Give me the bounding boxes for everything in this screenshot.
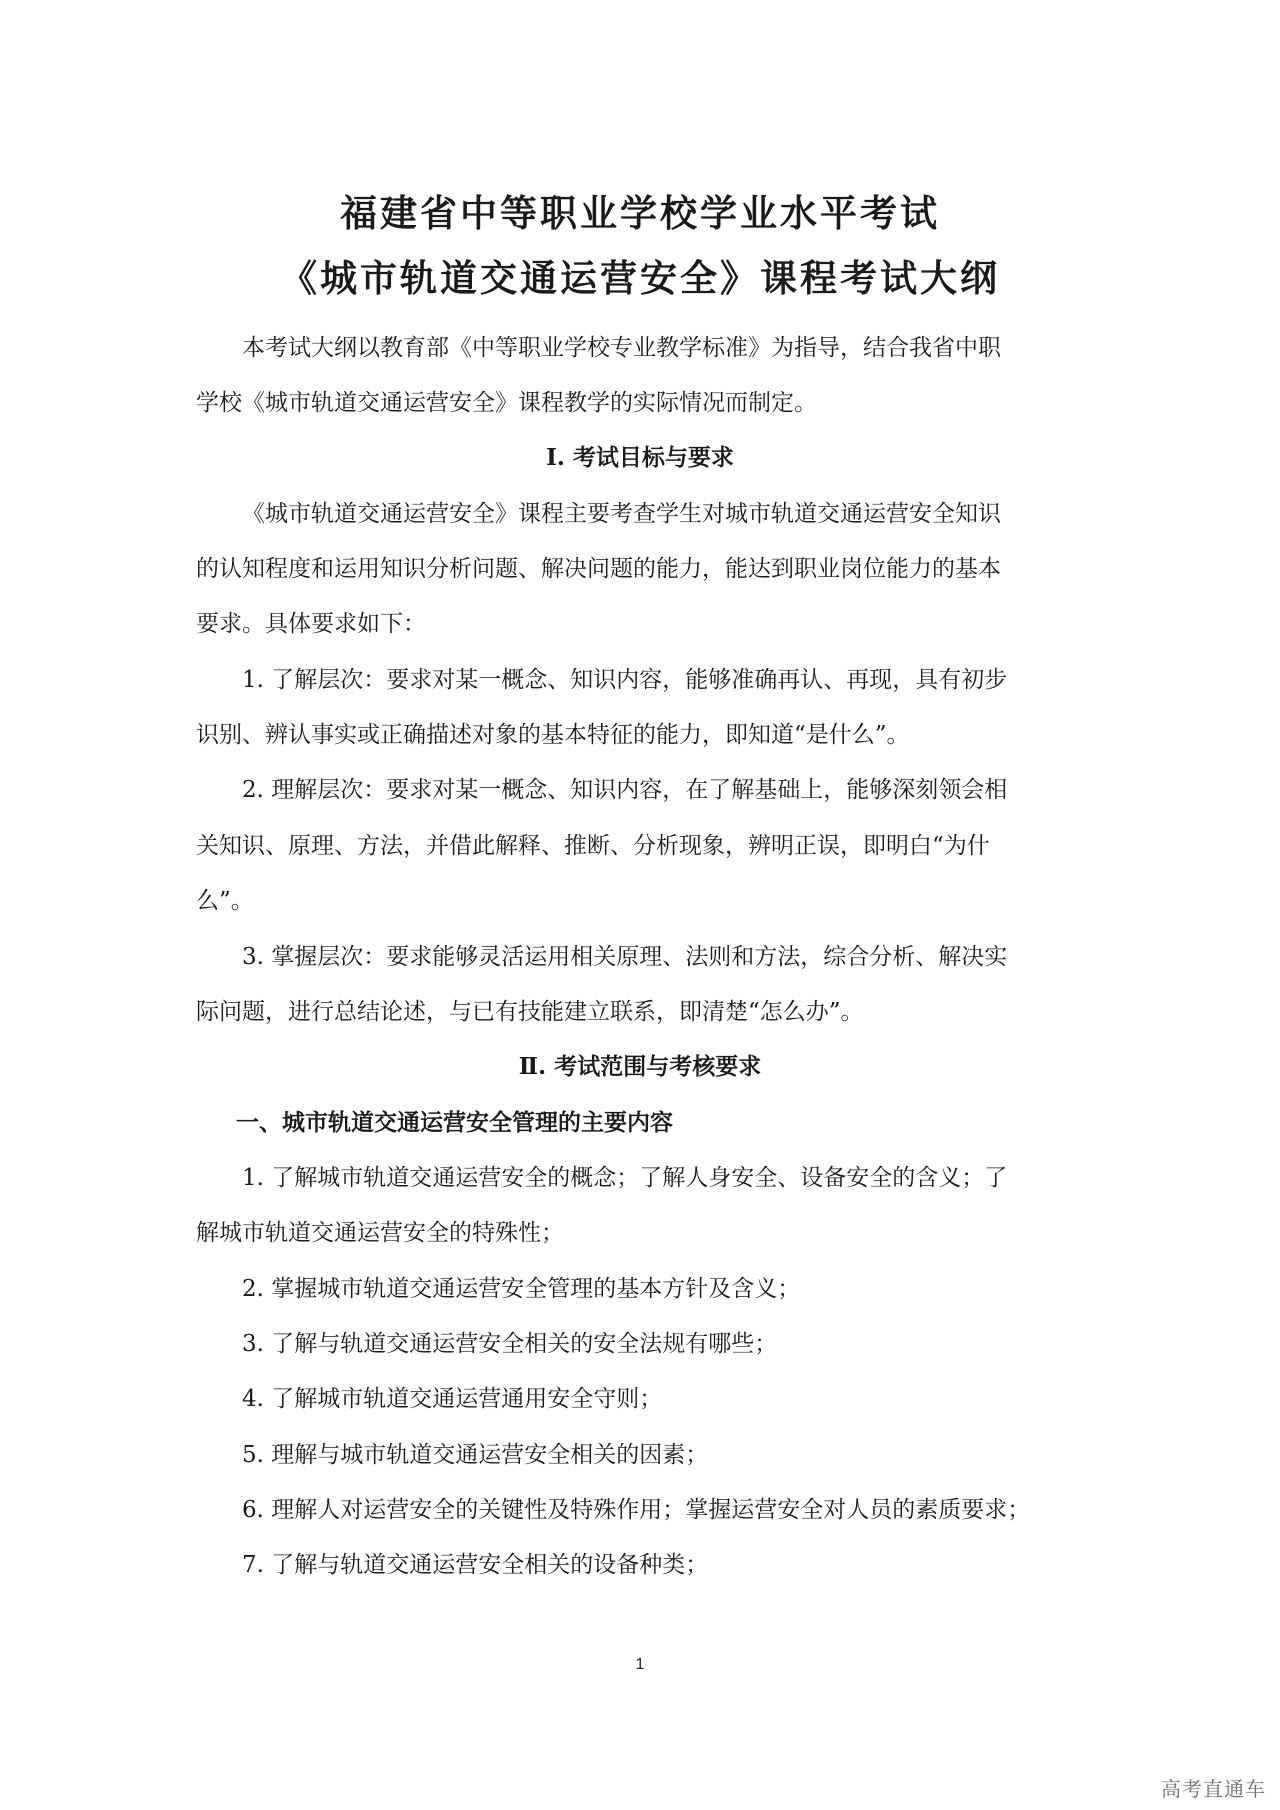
sub1-item1-line1: 1. 了解城市轨道交通运营安全的概念；了解人身安全、设备安全的含义；了: [242, 1165, 1008, 1191]
sub1-item4: 4. 了解城市轨道交通运营通用安全守则；: [242, 1386, 663, 1412]
level-master-line2: 际问题，进行总结论述，与已有技能建立联系，即清楚“怎么办”。: [196, 999, 864, 1025]
sub1-item2: 2. 掌握城市轨道交通运营安全管理的基本方针及含义；: [242, 1276, 801, 1302]
sub1-item6: 6. 理解人对运营安全的关键性及特殊作用；掌握运营安全对人员的素质要求；: [242, 1497, 1031, 1523]
sub1-item7: 7. 了解与轨道交通运营安全相关的设备种类；: [242, 1552, 709, 1578]
section1-heading: Ⅰ. 考试目标与要求: [546, 444, 734, 471]
level-comprehend-line2: 关知识、原理、方法，并借此解释、推断、分析现象，辨明正误，即明白“为什: [196, 833, 990, 859]
subsection1-heading: 一、城市轨道交通运营安全管理的主要内容: [236, 1109, 673, 1136]
level-comprehend-line3: 么”。: [196, 888, 254, 914]
level-understand-line1: 1. 了解层次：要求对某一概念、知识内容，能够准确再认、再现，具有初步: [242, 667, 1008, 693]
level-comprehend-line1: 2. 理解层次：要求对某一概念、知识内容，在了解基础上，能够深刻领会相: [242, 777, 1008, 803]
document-title-line2: 《城市轨道交通运营安全》课程考试大纲: [280, 257, 1000, 300]
sub1-item1-line2: 解城市轨道交通运营安全的特殊性；: [196, 1220, 564, 1246]
sub1-item3: 3. 了解与轨道交通运营安全相关的安全法规有哪些；: [242, 1331, 778, 1357]
section2-heading: Ⅱ. 考试范围与考核要求: [518, 1053, 762, 1080]
level-understand-line2: 识别、辨认事实或正确描述对象的基本特征的能力，即知道“是什么”。: [196, 722, 910, 748]
intro-line2: 学校《城市轨道交通运营安全》课程教学的实际情况而制定。: [196, 390, 817, 416]
document-title-line1: 福建省中等职业学校学业水平考试: [340, 192, 940, 235]
sub1-item5: 5. 理解与城市轨道交通运营安全相关的因素；: [242, 1442, 709, 1468]
level-master-line1: 3. 掌握层次：要求能够灵活运用相关原理、法则和方法，综合分析、解决实: [242, 944, 1008, 970]
page-number: 1: [635, 1656, 645, 1673]
section1-para-line3: 要求。具体要求如下：: [196, 611, 426, 637]
section1-para-line2: 的认知程度和运用知识分析问题、解决问题的能力，能达到职业岗位能力的基本: [196, 556, 1001, 582]
intro-line1: 本考试大纲以教育部《中等职业学校专业教学标准》为指导，结合我省中职: [242, 335, 1001, 361]
section1-para-line1: 《城市轨道交通运营安全》课程主要考查学生对城市轨道交通运营安全知识: [242, 501, 1001, 527]
watermark-text: 高考直通车: [1161, 1777, 1266, 1801]
